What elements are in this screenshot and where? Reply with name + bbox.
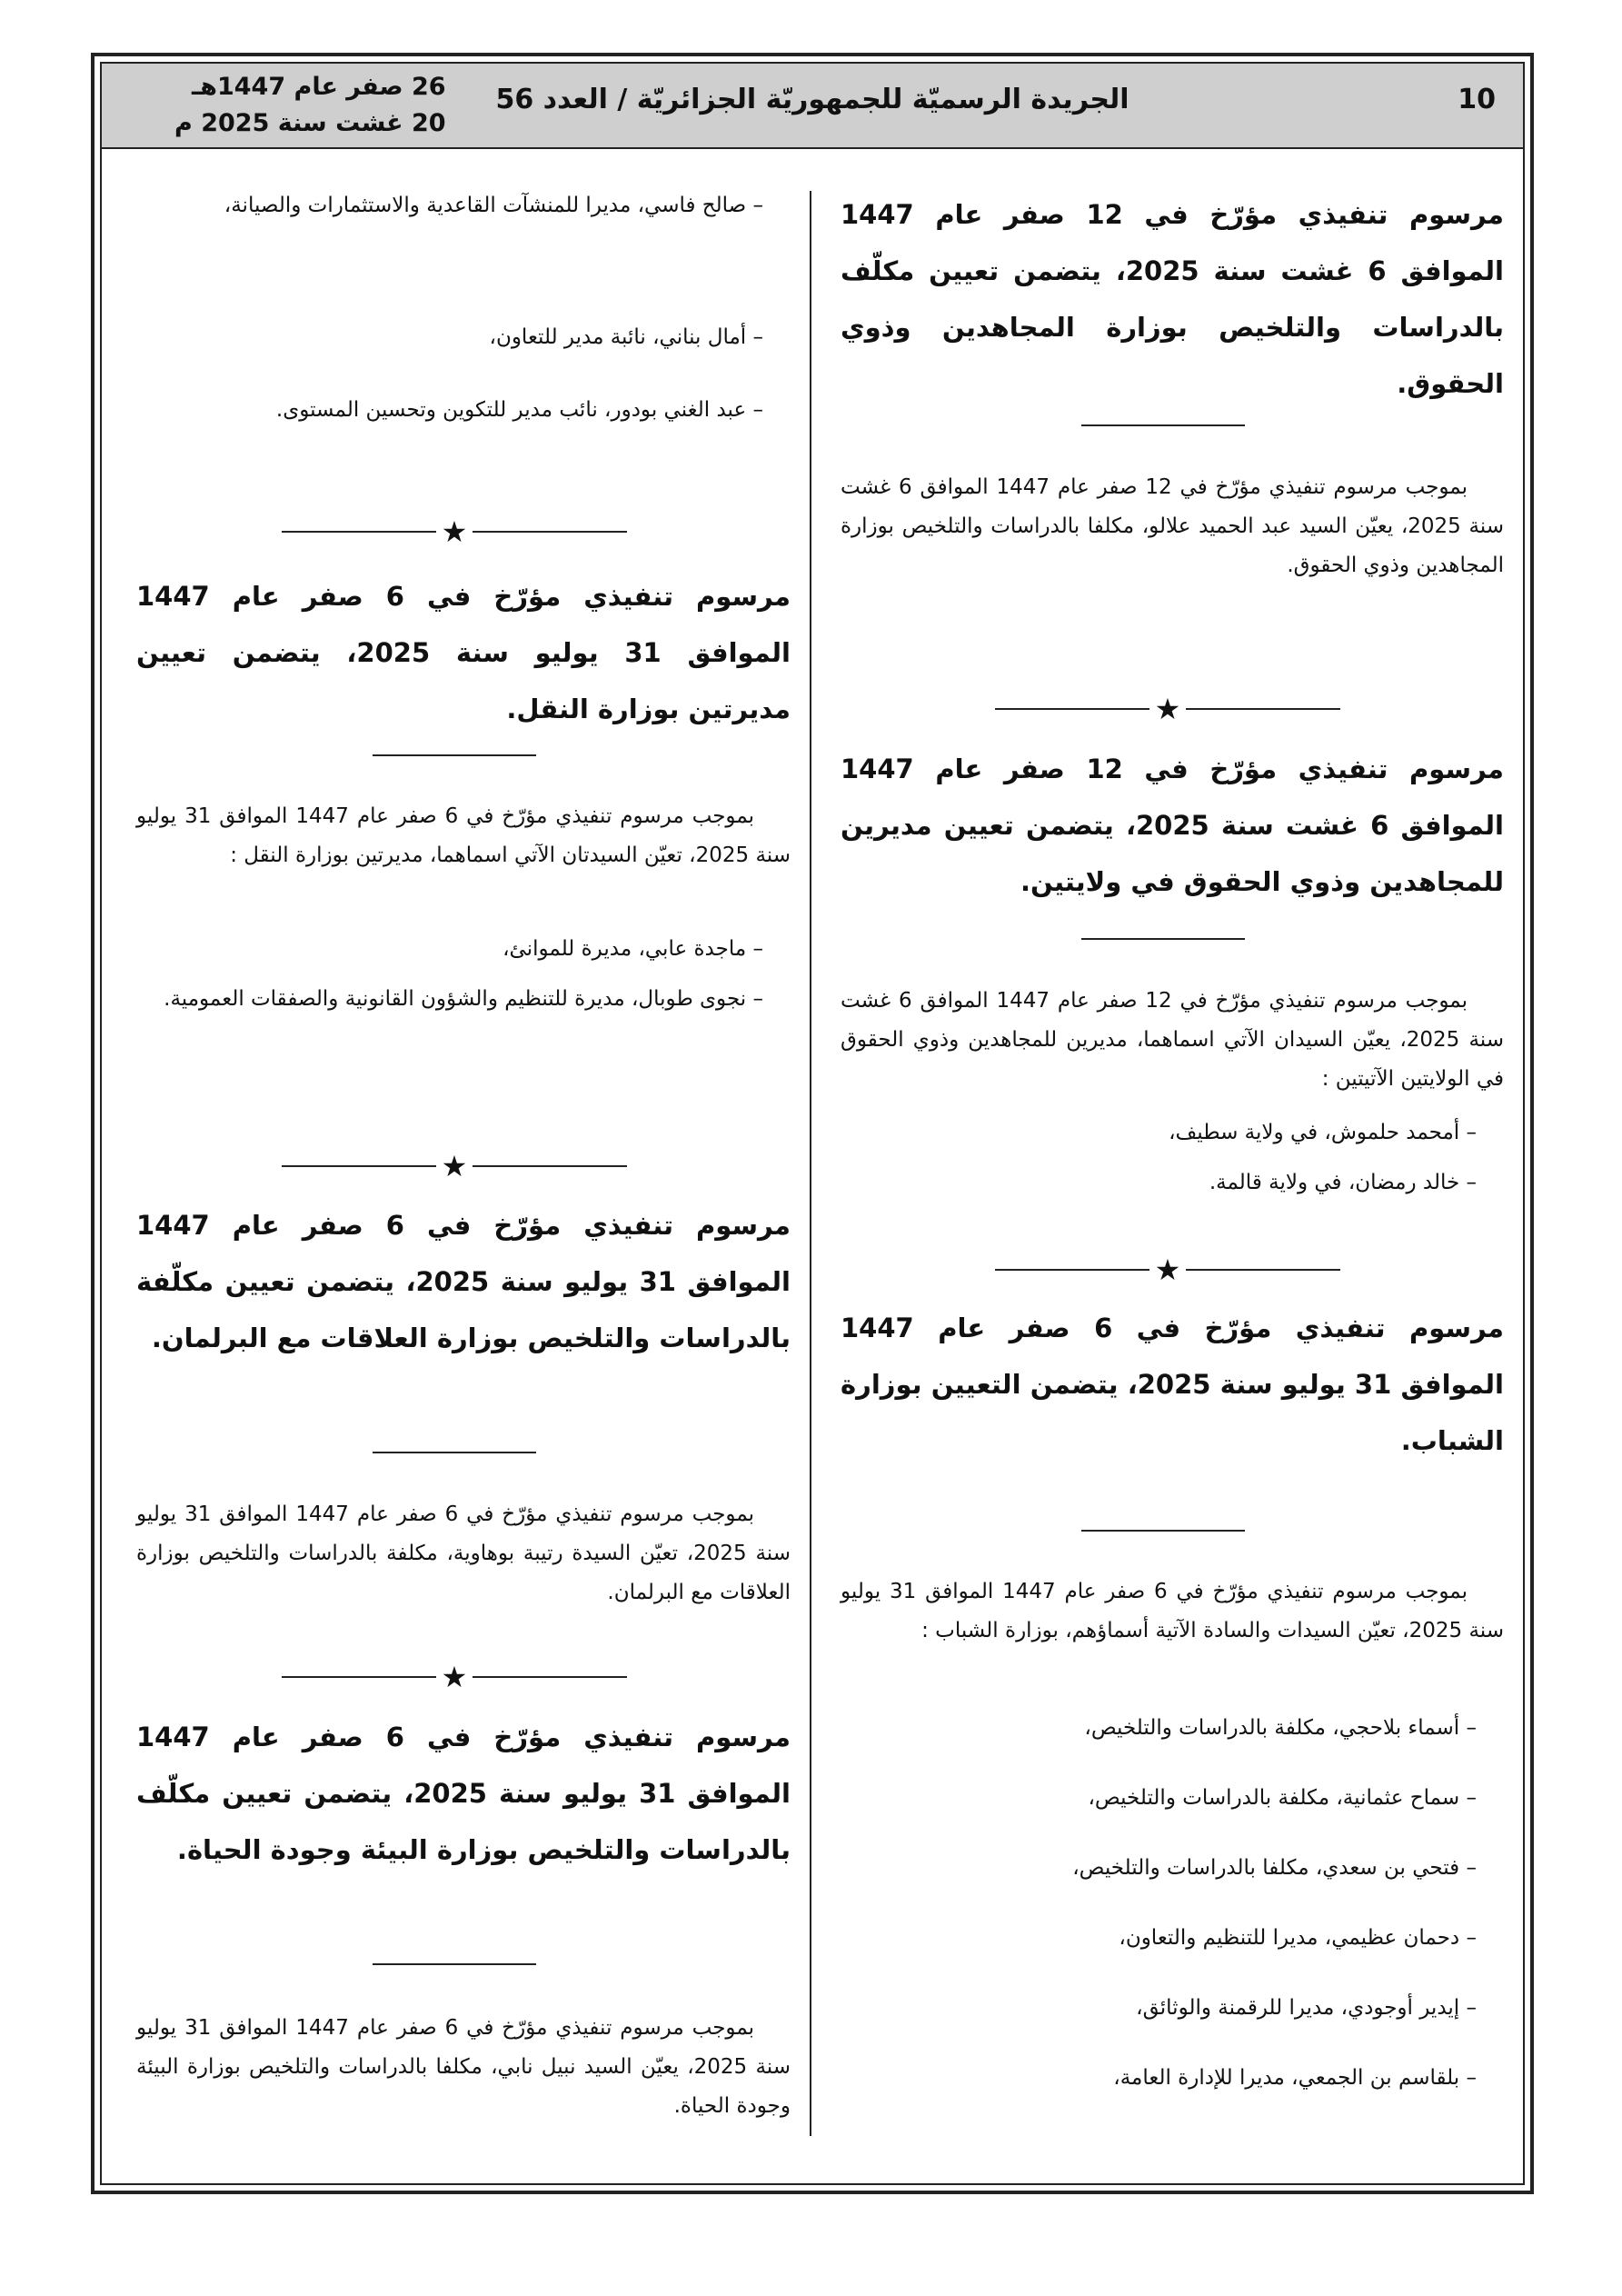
page-header [102, 64, 1523, 149]
title-separator [373, 1963, 536, 1965]
decree-2-body: بموجب مرسوم تنفيذي مؤرّخ في 12 صفر عام 1447 الموافق 6 غشت سنة 2025، يعيّن السيدان الآتي اسماهما، مديرين للمجاهدين وذوي الحقوق في الولايتين الآتيتين : [841, 989, 1504, 1091]
title-separator [373, 754, 536, 756]
continued-item: – عبد الغني بودور، نائب مدير للتكوين وتحسين المستوى. [275, 398, 763, 422]
decree-4-body: بموجب مرسوم تنفيذي مؤرّخ في 6 صفر عام 1447 الموافق 31 يوليو سنة 2025، تعيّن السيدتان الآتي اسماهما، مديرتين بوزارة النقل : [136, 804, 791, 867]
star-separator [995, 691, 1340, 727]
gregorian-date: 20 غشت سنة 2025 م [174, 109, 446, 137]
decree-3-item: – بلقاسم بن الجمعي، مديرا للإدارة العامة، [1113, 2066, 1477, 2090]
star-separator [282, 1659, 627, 1695]
decree-3-item: – إيدير أوجودي، مديرا للرقمنة والوثائق، [1136, 1996, 1477, 2020]
star-separator [282, 1148, 627, 1184]
star-icon: ★ [1154, 1253, 1181, 1287]
hijri-date: 26 صفر عام 1447هـ [192, 73, 446, 101]
decree-2-title: مرسوم تنفيذي مؤرّخ في 12 صفر عام 1447 الموافق 6 غشت سنة 2025، يتضمن تعيين مديرين للمجاهدين وذوي الحقوق في ولايتين. [841, 754, 1504, 897]
page-number: 10 [1458, 84, 1496, 115]
column-divider [810, 191, 811, 2136]
star-icon: ★ [441, 1660, 468, 1694]
decree-5-title: مرسوم تنفيذي مؤرّخ في 6 صفر عام 1447 الموافق 31 يوليو سنة 2025، يتضمن تعيين مكلّفة بالدراسات والتلخيص بوزارة العلاقات مع البرلمان. [136, 1210, 791, 1353]
decree-5-body: بموجب مرسوم تنفيذي مؤرّخ في 6 صفر عام 1447 الموافق 31 يوليو سنة 2025، تعيّن السيدة رتيبة بوهاوية، مكلفة بالدراسات والتلخيص بوزارة العلاقات مع البرلمان. [136, 1502, 791, 1604]
decree-3-item: – أسماء بلاحجي، مكلفة بالدراسات والتلخيص، [1084, 1716, 1477, 1740]
decree-3-body: بموجب مرسوم تنفيذي مؤرّخ في 6 صفر عام 1447 الموافق 31 يوليو سنة 2025، تعيّن السيدات والسادة الآتية أسماؤهم، بوزارة الشباب : [841, 1580, 1504, 1642]
continued-item: – صالح فاسي، مديرا للمنشآت القاعدية والاستثمارات والصيانة، [224, 194, 763, 217]
title-separator [1081, 1530, 1245, 1532]
star-separator [995, 1252, 1340, 1288]
continued-item: – أمال بناني، نائبة مدير للتعاون، [489, 325, 763, 349]
title-separator [1081, 938, 1245, 940]
header-date [174, 69, 446, 142]
star-icon: ★ [1154, 692, 1181, 726]
decree-1-body: بموجب مرسوم تنفيذي مؤرّخ في 12 صفر عام 1447 الموافق 6 غشت سنة 2025، يعيّن السيد عبد الحميد علالو، مكلفا بالدراسات والتلخيص بوزارة المجاهدين وذوي الحقوق. [841, 475, 1504, 577]
decree-3-title: مرسوم تنفيذي مؤرّخ في 6 صفر عام 1447 الموافق 31 يوليو سنة 2025، يتضمن التعيين بوزارة الشباب. [841, 1313, 1504, 1456]
star-separator [282, 514, 627, 550]
decree-2-item: – خالد رمضان، في ولاية قالمة. [1209, 1171, 1477, 1194]
star-icon: ★ [441, 514, 468, 549]
decree-4-item: – نجوى طوبال، مديرة للتنظيم والشؤون القانونية والصفقات العمومية. [164, 987, 763, 1011]
title-separator [1081, 424, 1245, 426]
decree-3-item: – دحمان عظيمي، مديرا للتنظيم والتعاون، [1119, 1926, 1477, 1950]
decree-4-title: مرسوم تنفيذي مؤرّخ في 6 صفر عام 1447 الموافق 31 يوليو سنة 2025، يتضمن تعيين مديرتين بوزارة النقل. [136, 581, 791, 724]
star-icon: ★ [441, 1149, 468, 1183]
decree-3-item: – سماح عثمانية، مكلفة بالدراسات والتلخيص، [1088, 1786, 1477, 1810]
decree-6-body: بموجب مرسوم تنفيذي مؤرّخ في 6 صفر عام 1447 الموافق 31 يوليو سنة 2025، يعيّن السيد نبيل نابي، مكلفا بالدراسات والتلخيص بوزارة البيئة وجودة الحياة. [136, 2016, 791, 2118]
decree-6-title: مرسوم تنفيذي مؤرّخ في 6 صفر عام 1447 الموافق 31 يوليو سنة 2025، يتضمن تعيين مكلّف بالدراسات والتلخيص بوزارة البيئة وجودة الحياة. [136, 1722, 791, 1865]
journal-title: الجريدة الرسميّة للجمهوريّة الجزائريّة / العدد 56 [495, 84, 1129, 115]
title-separator [373, 1452, 536, 1453]
decree-2-item: – أمحمد حلموش، في ولاية سطيف، [1169, 1121, 1477, 1144]
decree-4-item: – ماجدة عابي، مديرة للموانئ، [503, 937, 763, 961]
decree-3-item: – فتحي بن سعدي، مكلفا بالدراسات والتلخيص، [1072, 1856, 1477, 1880]
decree-1-title: مرسوم تنفيذي مؤرّخ في 12 صفر عام 1447 الموافق 6 غشت سنة 2025، يتضمن تعيين مكلّف بالدراسات والتلخيص بوزارة المجاهدين وذوي الحقوق. [841, 199, 1504, 399]
